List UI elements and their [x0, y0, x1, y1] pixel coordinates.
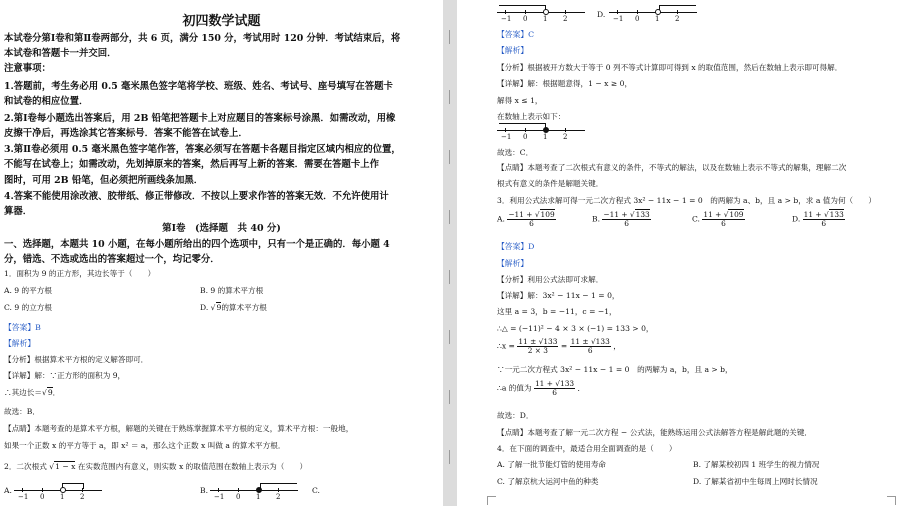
intro-line: 本试卷分第Ⅰ卷和第Ⅱ卷两部分，共 6 页，满分 150 分，考试用时 120 分钟．考试结束后，将 — [4, 33, 401, 44]
section-title: 第Ⅰ卷 (选择题 共 40 分) — [162, 223, 281, 234]
section-desc: 分，错选、不选或选出的答案超过一个，均记零分． — [4, 254, 220, 265]
q1-option-d: D. √9的算术平方根 — [200, 303, 267, 312]
intro-line: 2.第Ⅰ卷每小题选出答案后，用 2B 铅笔把答题卡上对应题目的答案标号涂黑．如需改动，用橡 — [4, 113, 396, 124]
section-desc: 一、选择题，本题共 10 小题，在每小题所给出的四个选项中，只有一个是正确的．每小题 4 — [4, 239, 390, 250]
q1-answer: 【答案】B — [4, 323, 41, 332]
q2-onaxis: 在数轴上表示如下： — [497, 112, 566, 121]
q3-answer: 【答案】D — [497, 242, 535, 251]
q1-choose: 故选：B． — [4, 407, 40, 416]
q4-option-a: A. 了解一批节能灯管的使用寿命 — [497, 460, 607, 469]
q1-analysis: 【解析】 — [4, 339, 36, 348]
q2-fenxi: 【分析】根据被开方数大于等于 0 列不等式计算即可得到 x 的取值范围，然后在数轴上表示即可得解． — [497, 63, 843, 72]
q4-option-c: C. 了解京杭大运河中鱼的种类 — [497, 477, 599, 486]
q2-dianjing: 【点睛】本题考查了二次根式有意义的条件，不等式的解法，以及在数轴上表示不等式的解集，理解二次 — [497, 163, 847, 172]
q3-here: 这里 a = 3，b = −11，c = −1， — [497, 307, 617, 316]
q2-xiangjie: 【详解】解：根据题意得，1 − x ≥ 0， — [497, 79, 633, 88]
q3-xiangjie: 【详解】解：3x² − 11x − 1 = 0， — [497, 291, 620, 300]
q1-option-b: B. 9 的算术平方根 — [200, 286, 264, 295]
q1-option-c: C. 9 的立方根 — [4, 303, 52, 312]
q1-fenxi: 【分析】根据算术平方根的定义解答即可． — [4, 355, 149, 364]
q3-value: ∴a 的值为 $\frac{11 + √133}{6}$ ． — [497, 379, 586, 397]
q3-analysis: 【解析】 — [497, 259, 529, 268]
q1-dianjing: 如果一个正数 x 的平方等于 a，即 x² ＝ a，那么这个正数 x 叫做 a 的算术平方根． — [4, 441, 286, 450]
q1-dianjing: 【点睛】本题考查的是算术平方根，解题的关键在于熟练掌握算术平方根的定义，算术平方根：一般地， — [4, 424, 354, 433]
number-line: −1 0 1 2 — [497, 122, 589, 144]
number-line: −1 0 1 2 — [14, 482, 106, 504]
q4-option-b: B. 了解某校初四 1 班学生的视力情况 — [693, 460, 820, 469]
q2-dianjing: 根式有意义的条件是解题关键． — [497, 179, 604, 188]
intro-line: 4.答案不能使用涂改液、胶带纸、修正带修改．不按以上要求作答的答案无效．不允许使用计 — [4, 191, 389, 202]
q4-option-d: D. 了解某省初中生每周上网时长情况 — [693, 477, 818, 486]
q3-since: ∵一元二次方程式 3x² − 11x − 1 = 0 的两解为 a，b，且 a > b， — [497, 365, 733, 374]
q3-x-formula: ∴x = $\frac{11 \pm √133}{2 \times 3}$ = $\frac{11 \pm √133}{6}$ ， — [497, 337, 621, 355]
q1-option-a: A. 9 的平方根 — [4, 286, 52, 295]
q1-conclusion: ∴其边长＝√9． — [4, 388, 61, 397]
intro-line: 算器． — [4, 206, 33, 217]
page-gutter — [443, 0, 457, 506]
q2-choose: 故选：C． — [497, 148, 534, 157]
q2-option-b-label: B. — [200, 486, 208, 495]
q3-delta: ∴△ = (−11)² − 4 × 3 × (−1) = 133 > 0， — [497, 324, 654, 333]
margin-mark — [487, 496, 496, 505]
q3-option-a: A. $\frac{-11 + √109}{6}$ — [497, 210, 555, 228]
document-page-left[interactable] — [0, 0, 443, 506]
q1-xiangjie: 【详解】解：∵正方形的面积为 9， — [4, 371, 126, 380]
intro-line: 图时，可用 2B 铅笔，但必须把所画线条加黑． — [4, 175, 204, 186]
q4-stem: 4．在下面的调查中，最适合用全面调查的是（ ） — [497, 444, 677, 453]
intro-line: 皮擦干净后，再选涂其它答案标号．答案不能答在试卷上． — [4, 128, 248, 139]
number-line: −1 0 1 2 — [497, 4, 589, 26]
q3-dianjing: 【点睛】本题考查了解一元二次方程 − 公式法，能熟练运用公式法解答方程是解此题的关键． — [497, 428, 812, 437]
intro-line: 3.第Ⅱ卷必须用 0.5 毫米黑色签字笔作答，答案必须写在答题卡各题目指定区域内相应的位置， — [4, 144, 401, 155]
q3-choose: 故选：D． — [497, 411, 534, 420]
q2-option-a-label: A. — [4, 486, 12, 495]
q2-option-c-label: C. — [312, 486, 320, 495]
intro-line: 注意事项： — [4, 63, 51, 74]
number-line: −1 0 1 2 — [609, 4, 701, 26]
number-line: −1 0 1 2 — [210, 482, 302, 504]
q3-option-b: B. $\frac{-11 + √133}{6}$ — [592, 210, 650, 228]
q1-stem: 1．面积为 9 的正方形，其边长等于（ ） — [4, 269, 156, 278]
intro-line: 1.答题前，考生务必用 0.5 毫米黑色签字笔将学校、班级、姓名、考试号、座号填写在答题卡 — [4, 81, 393, 92]
margin-mark — [887, 496, 896, 505]
q2-solve: 解得 x ≤ 1， — [497, 96, 543, 105]
q2-analysis: 【解析】 — [497, 46, 529, 55]
radical: 9 — [216, 303, 222, 312]
intro-line: 和试卷的相应位置． — [4, 96, 89, 107]
intro-line: 不能写在试卷上；如需改动，先划掉原来的答案，然后再写上新的答案．需要在答题卡上作 — [4, 159, 380, 170]
document-page-right[interactable] — [457, 0, 900, 506]
q2-stem: 2．二次根式 √1 − x 在实数范围内有意义，则实数 x 的取值范围在数轴上表示为（ ） — [4, 462, 308, 471]
page-title: 初四数学试题 — [182, 14, 261, 29]
q2-answer: 【答案】C — [497, 30, 535, 39]
q3-option-c: C. $\frac{11 + √109}{6}$ — [692, 210, 744, 228]
q3-fenxi: 【分析】利用公式法即可求解． — [497, 275, 604, 284]
q3-option-d: D. $\frac{11 + √133}{6}$ — [792, 210, 844, 228]
q2-option-d-label: D. — [597, 10, 606, 19]
intro-line: 本试卷和答题卡一并交回． — [4, 48, 117, 59]
q3-stem: 3．利用公式法求解可得一元二次方程式 3x² − 11x − 1 = 0 的两解为 a、b，且 a > b，求 a 值为何（ ） — [497, 196, 876, 205]
